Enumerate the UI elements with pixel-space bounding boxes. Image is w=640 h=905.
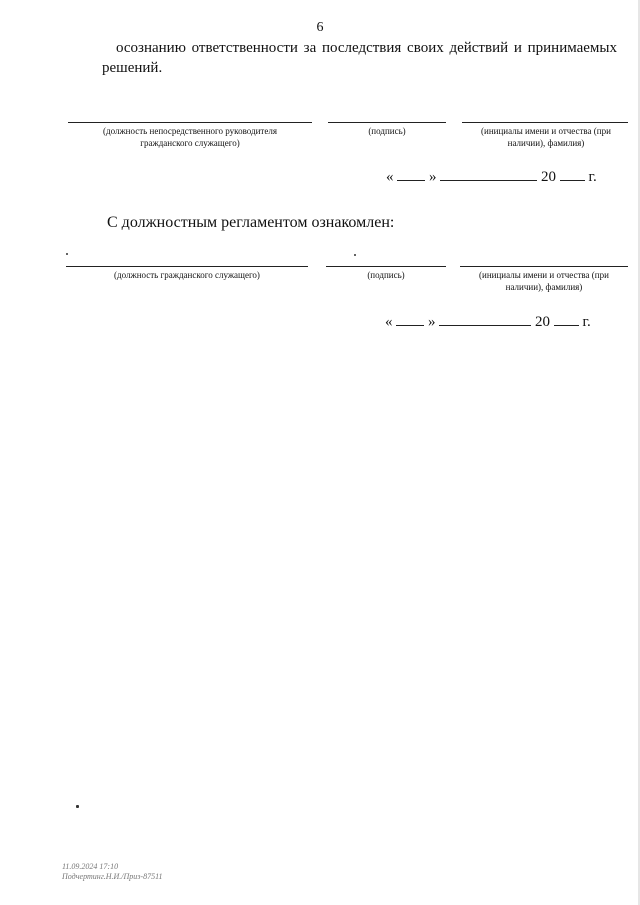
employee-initials-line (460, 266, 628, 267)
scan-speck (354, 254, 356, 256)
document-footer (62, 862, 163, 882)
month-blank (439, 311, 531, 326)
day-blank (397, 166, 425, 181)
footer-timestamp: 11.09.2024 17:10 (62, 862, 119, 871)
scan-speck (76, 805, 79, 808)
month-blank (440, 166, 537, 181)
initials-caption: (инициалы имени и отчества (при наличии), фамилия) (481, 126, 611, 148)
initials-line (462, 122, 628, 123)
body-paragraph-text: осознанию ответственности за последствия своих действий и принимаемых решений. (102, 40, 617, 76)
employee-position-caption: (должность гражданского служащего) (114, 270, 260, 280)
year-prefix: 20 (541, 169, 556, 185)
position-caption: (должность непосредственного руководителя гражданского служащего) (103, 126, 277, 148)
employee-signature-line (326, 266, 446, 267)
year-suffix: г. (588, 169, 597, 185)
day-blank (396, 311, 424, 326)
open-quote: « (385, 314, 393, 330)
body-paragraph (102, 38, 617, 78)
year-blank (554, 311, 579, 326)
page-number: 6 (316, 20, 324, 35)
scan-speck (66, 253, 68, 255)
employee-date-line (385, 311, 591, 331)
year-suffix: г. (582, 314, 591, 330)
employee-signature-caption: (подпись) (367, 270, 405, 280)
open-quote: « (386, 169, 394, 185)
year-blank (560, 166, 585, 181)
employee-position-line (66, 266, 308, 267)
close-quote: » (428, 314, 436, 330)
signature-caption: (подпись) (368, 126, 406, 136)
footer-document-id: Подчертинг.Н.И./Приз-87511 (62, 872, 163, 881)
employee-initials-caption: (инициалы имени и отчества (при наличии), фамилия) (479, 270, 609, 292)
signature-line (328, 122, 446, 123)
position-line (68, 122, 312, 123)
close-quote: » (429, 169, 437, 185)
acquaintance-heading: С должностным регламентом ознакомлен: (107, 214, 395, 231)
year-prefix: 20 (535, 314, 550, 330)
date-line (386, 166, 597, 186)
